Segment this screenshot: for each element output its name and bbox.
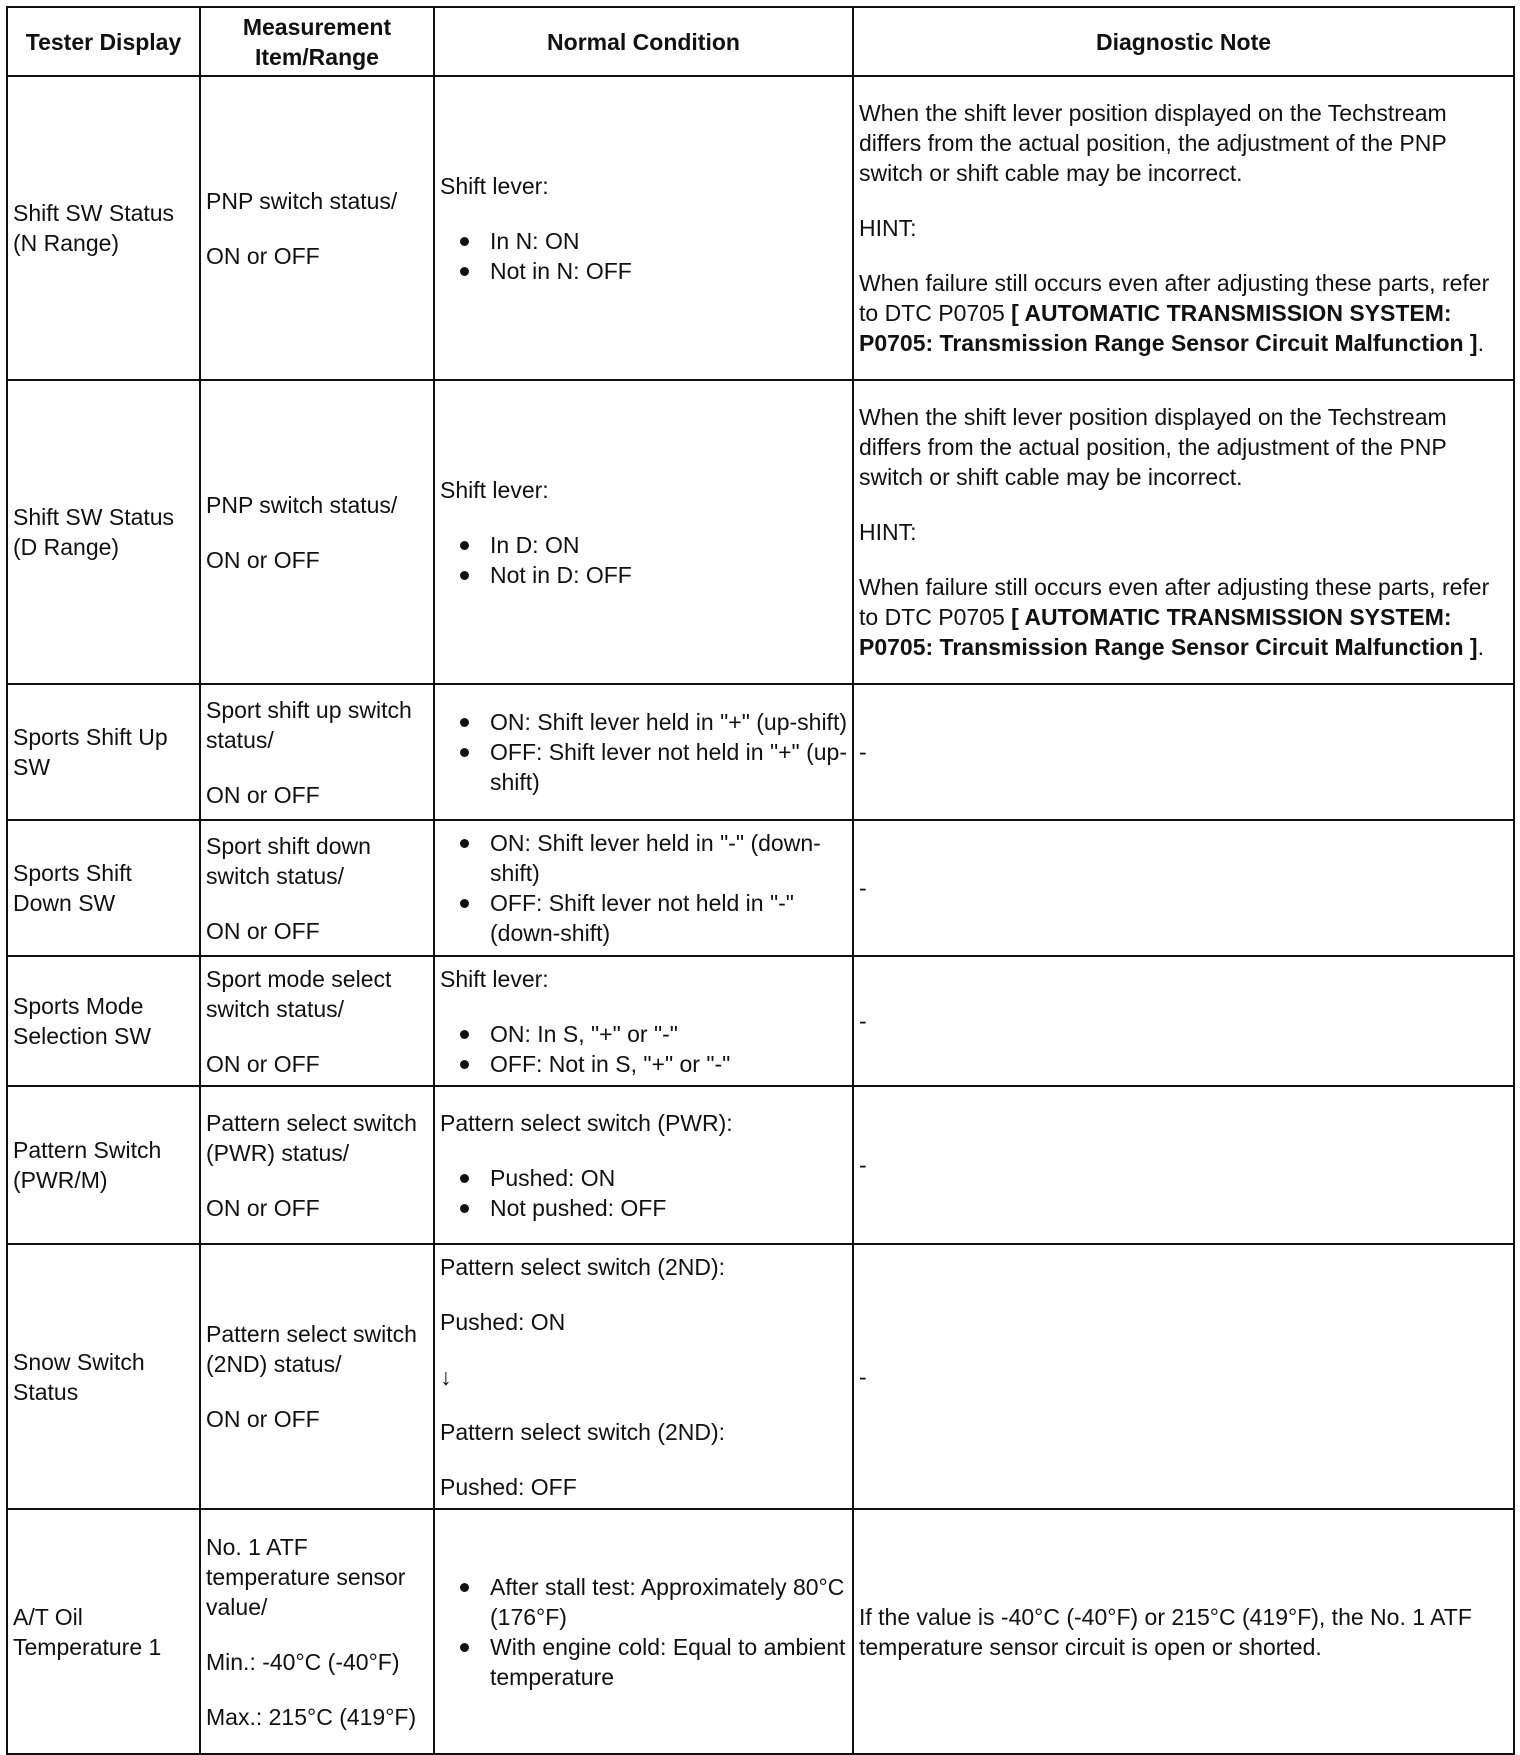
condition-list (440, 707, 847, 797)
condition-list (440, 226, 847, 286)
diagnostic-note-cell: - (853, 820, 1514, 956)
normal-condition-cell (434, 1086, 853, 1244)
condition-item: In D: ON (440, 530, 847, 560)
condition-list (440, 828, 847, 948)
header-tester-display: Tester Display (7, 7, 200, 76)
condition-list (440, 1163, 847, 1223)
condition-list (440, 1572, 847, 1692)
measurement-cell (200, 956, 434, 1086)
measurement-item: No. 1 ATF temperature sensor value/ (206, 1533, 406, 1620)
tester-display-cell: Sports Shift Down SW (7, 820, 200, 956)
table-row (7, 820, 1514, 956)
normal-condition-cell (434, 1509, 853, 1754)
condition-item: ON: Shift lever held in "-" (down-shift) (440, 828, 847, 888)
note-reference-end: . (1477, 634, 1484, 660)
measurement-cell (200, 1086, 434, 1244)
dtc-reference-link[interactable]: [ AUTOMATIC TRANSMISSION SYSTEM: P0705: Transmission Range Sensor Circuit Malfunction ] (859, 300, 1478, 356)
table-row (7, 1086, 1514, 1244)
note-hint: HINT: (859, 519, 917, 545)
measurement-cell (200, 1244, 434, 1509)
measurement-cell (200, 820, 434, 956)
condition-item: Not in D: OFF (440, 560, 847, 590)
measurement-item: Pattern select switch (2ND) status/ (206, 1321, 417, 1377)
tester-display-cell: Sports Mode Selection SW (7, 956, 200, 1086)
normal-condition-cell (434, 380, 853, 684)
diagnostic-note-cell: - (853, 1244, 1514, 1509)
condition-line: Pushed: OFF (440, 1473, 577, 1500)
measurement-range: ON or OFF (206, 781, 320, 808)
measurement-range: ON or OFF (206, 1406, 320, 1432)
measurement-item: Sport shift up switch status/ (206, 696, 412, 753)
condition-intro: Shift lever: (440, 172, 549, 199)
note-reference-text: When failure still occurs even after adjusting these parts, refer to DTC P0705 (859, 574, 1490, 630)
measurement-range: ON or OFF (206, 917, 320, 944)
diagnostic-note-cell (853, 76, 1514, 380)
condition-list (440, 530, 847, 590)
condition-item: OFF: Not in S, "+" or "-" (440, 1049, 847, 1079)
diagnostic-note-cell (853, 380, 1514, 684)
condition-item: With engine cold: Equal to ambient temperature (440, 1632, 847, 1692)
normal-condition-cell (434, 820, 853, 956)
note-text: When the shift lever position displayed on the Techstream differs from the actual position, the adjustment of the PNP switch or shift cable may be incorrect. (859, 100, 1447, 186)
condition-intro: Shift lever: (440, 965, 549, 992)
tester-display-cell: Pattern Switch (PWR/M) (7, 1086, 200, 1244)
measurement-cell (200, 1509, 434, 1754)
table-row (7, 684, 1514, 820)
tester-display-cell: Sports Shift Up SW (7, 684, 200, 820)
normal-condition-cell (434, 76, 853, 380)
measurement-range: ON or OFF (206, 1194, 320, 1221)
measurement-item: Sport mode select switch status/ (206, 965, 392, 1022)
normal-condition-cell (434, 684, 853, 820)
diagnostic-note-cell: If the value is -40°C (-40°F) or 215°C (419°F), the No. 1 ATF temperature sensor circuit is open or shorted. (853, 1509, 1514, 1754)
condition-item: After stall test: Approximately 80°C (176°F) (440, 1572, 847, 1632)
condition-item: ON: Shift lever held in "+" (up-shift) (440, 707, 847, 737)
note-reference-end: . (1477, 330, 1484, 356)
measurement-range: ON or OFF (206, 546, 320, 573)
condition-item: ON: In S, "+" or "-" (440, 1019, 847, 1049)
condition-item: OFF: Shift lever not held in "+" (up-shift) (440, 737, 847, 797)
normal-condition-cell (434, 956, 853, 1086)
table-row (7, 1244, 1514, 1509)
note-text: When the shift lever position displayed on the Techstream differs from the actual position, the adjustment of the PNP switch or shift cable may be incorrect. (859, 404, 1447, 490)
diagnostic-note-cell: - (853, 1086, 1514, 1244)
table-row (7, 1509, 1514, 1754)
condition-line: Pattern select switch (2ND): (440, 1418, 726, 1445)
tester-display-cell: Shift SW Status (D Range) (7, 380, 200, 684)
condition-item: Pushed: ON (440, 1163, 847, 1193)
measurement-cell (200, 684, 434, 820)
condition-item: Not pushed: OFF (440, 1193, 847, 1223)
measurement-range: ON or OFF (206, 1050, 320, 1077)
condition-line: Pushed: ON (440, 1308, 566, 1335)
tester-display-cell: A/T Oil Temperature 1 (7, 1509, 200, 1754)
measurement-cell (200, 380, 434, 684)
condition-intro: Shift lever: (440, 476, 549, 503)
normal-condition-cell (434, 1244, 853, 1509)
table-row (7, 956, 1514, 1086)
header-diagnostic-note: Diagnostic Note (853, 7, 1514, 76)
measurement-range: ON or OFF (206, 242, 320, 269)
tester-display-cell: Snow Switch Status (7, 1244, 200, 1509)
data-list-table (6, 6, 1515, 1755)
note-reference (859, 268, 1508, 358)
header-normal-condition: Normal Condition (434, 7, 853, 76)
measurement-cell (200, 76, 434, 380)
measurement-item: PNP switch status/ (206, 187, 398, 214)
down-arrow-icon: ↓ (440, 1363, 452, 1390)
note-reference-text: When failure still occurs even after adjusting these parts, refer to DTC P0705 (859, 270, 1490, 326)
measurement-max: Max.: 215°C (419°F) (206, 1703, 417, 1730)
diagnostic-note-cell: - (853, 956, 1514, 1086)
measurement-item: Sport shift down switch status/ (206, 832, 371, 889)
tester-display-cell: Shift SW Status (N Range) (7, 76, 200, 380)
condition-item: In N: ON (440, 226, 847, 256)
condition-line: Pattern select switch (2ND): (440, 1253, 726, 1280)
diagnostic-note-cell: - (853, 684, 1514, 820)
condition-item: OFF: Shift lever not held in "-" (down-shift) (440, 888, 847, 948)
condition-intro: Pattern select switch (PWR): (440, 1109, 733, 1136)
header-row (7, 7, 1514, 76)
condition-list (440, 1019, 847, 1079)
note-hint: HINT: (859, 215, 917, 241)
table-row (7, 380, 1514, 684)
condition-item: Not in N: OFF (440, 256, 847, 286)
measurement-item: PNP switch status/ (206, 491, 398, 518)
dtc-reference-link[interactable]: [ AUTOMATIC TRANSMISSION SYSTEM: P0705: Transmission Range Sensor Circuit Malfunction ] (859, 604, 1478, 660)
measurement-min: Min.: -40°C (-40°F) (206, 1648, 400, 1675)
header-measurement-item: Measurement Item/Range (200, 7, 434, 76)
note-reference (859, 572, 1508, 662)
measurement-item: Pattern select switch (PWR) status/ (206, 1109, 417, 1166)
table-row (7, 76, 1514, 380)
